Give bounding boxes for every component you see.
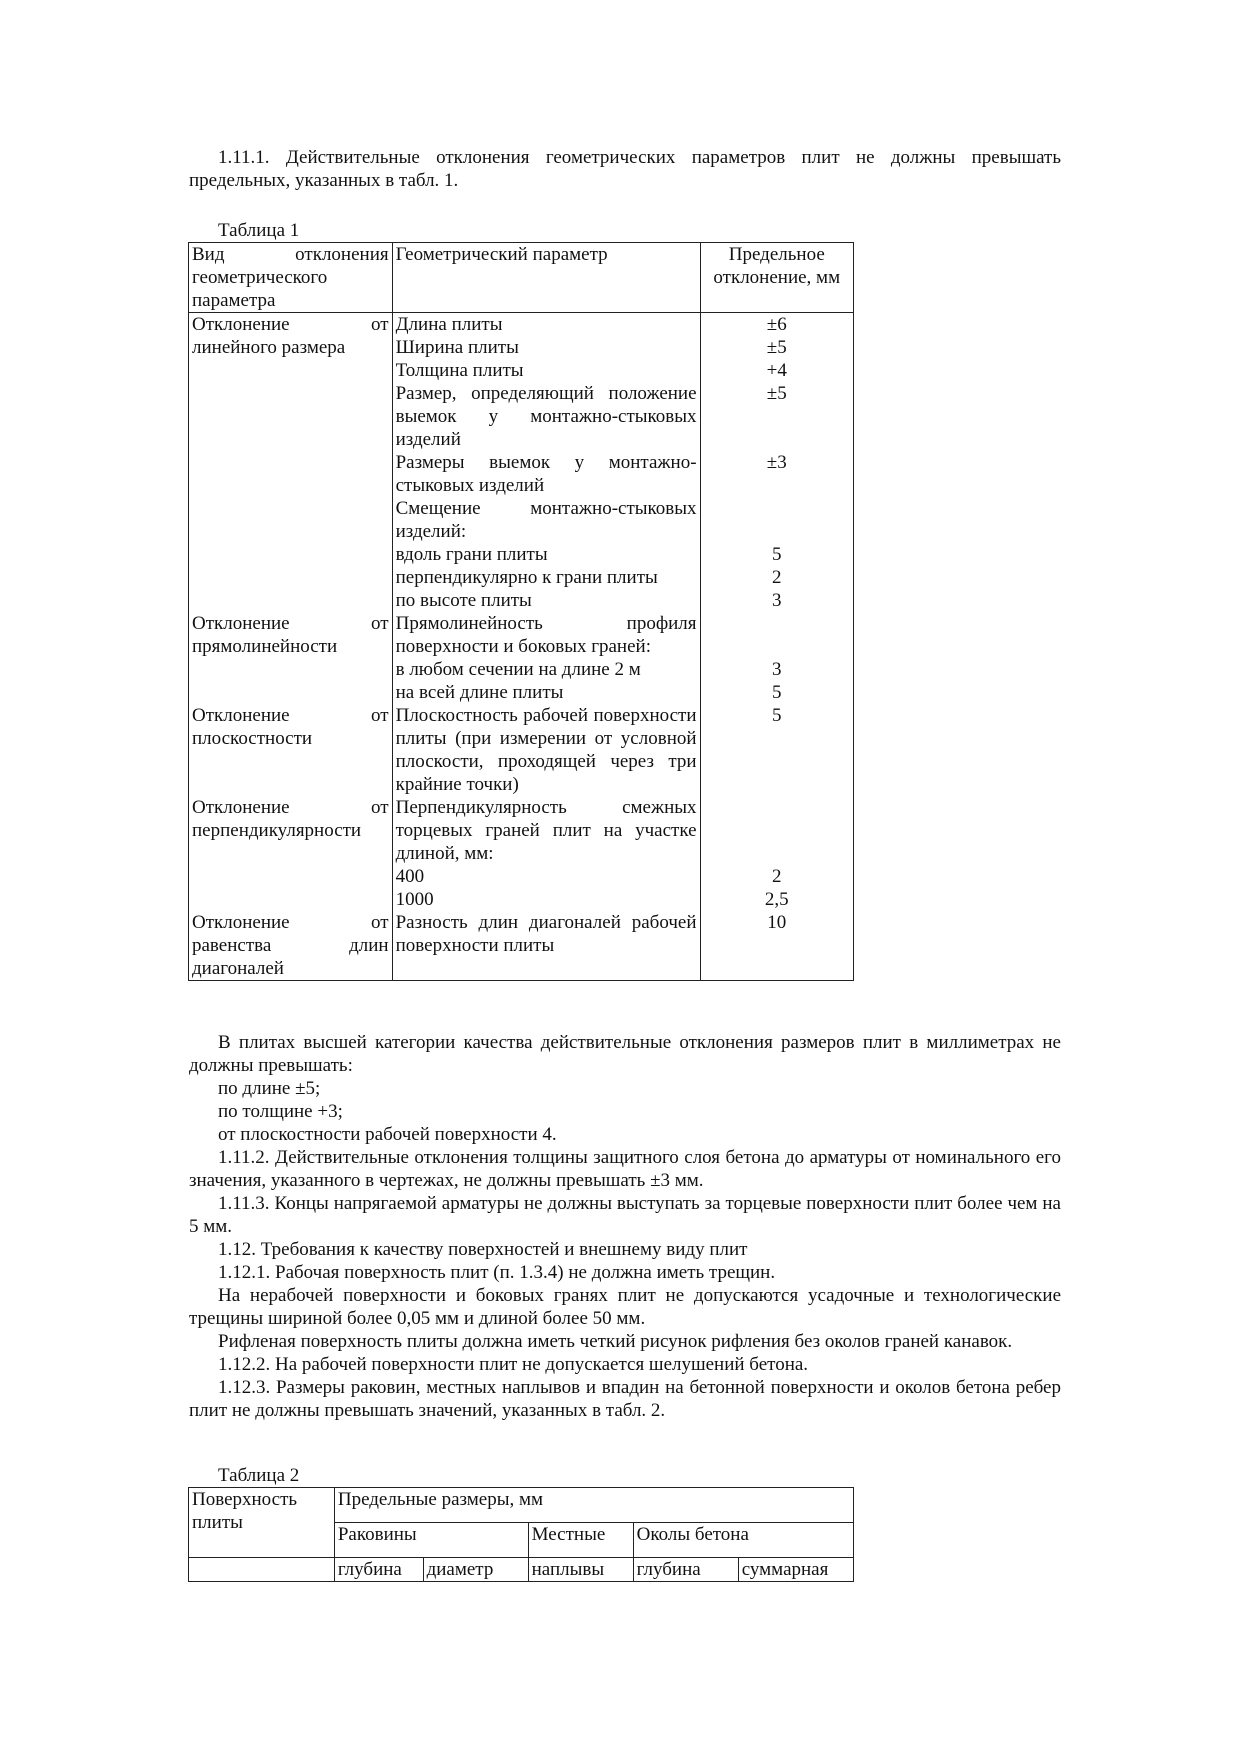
table1-caption: Таблица 1 bbox=[218, 220, 300, 241]
table1-header-type bbox=[189, 243, 393, 313]
param-text: Размер, определяющий положение выемок у монтажно-стыковых изделий bbox=[395, 383, 697, 450]
group-type-text: Отклонение от перпендикулярности bbox=[192, 797, 389, 841]
table1-group-perpendicularity bbox=[189, 796, 854, 911]
param-text: вдоль грани плиты bbox=[395, 544, 548, 565]
param-text: на всей длине плиты bbox=[395, 682, 564, 703]
param-text: 400 bbox=[395, 866, 425, 887]
value-text: 2,5 bbox=[764, 889, 789, 910]
value-text: 2 bbox=[772, 866, 782, 887]
param-text: Размеры выемок у монтажно-стыковых изделий bbox=[395, 452, 697, 496]
group-type-cell bbox=[189, 911, 393, 981]
param-text: 1000 bbox=[395, 889, 434, 910]
table1-header-row bbox=[189, 243, 854, 313]
table2-overflows-header: наплывы bbox=[528, 1558, 633, 1582]
table2-chips-header: Околы бетона bbox=[633, 1523, 853, 1558]
header-type-line1: Вид отклонения bbox=[192, 244, 389, 265]
table2-row-4 bbox=[189, 1558, 854, 1582]
group-params-cell bbox=[392, 313, 700, 613]
table2-empty-cell bbox=[189, 1558, 335, 1582]
param-text: Прямолинейность профиля поверхности и боковых граней: bbox=[395, 613, 697, 657]
value-text: ±5 bbox=[766, 383, 787, 404]
value-text: ±3 bbox=[766, 452, 787, 473]
intro-block bbox=[189, 146, 1061, 192]
group-type-text: Отклонение от плоскостности bbox=[192, 705, 389, 749]
table-1 bbox=[188, 242, 854, 981]
group-params-cell bbox=[392, 612, 700, 704]
group-params-cell bbox=[392, 796, 700, 911]
value-text: 5 bbox=[772, 682, 782, 703]
group-params-cell bbox=[392, 911, 700, 981]
header-type-rest: геометрического параметра bbox=[192, 267, 328, 311]
group-type-text: Отклонение от равенства длин диагоналей bbox=[192, 912, 389, 979]
param-text: по высоте плиты bbox=[395, 590, 532, 611]
table1-header-param: Геометрический параметр bbox=[392, 243, 700, 313]
group-values-cell bbox=[700, 612, 853, 704]
paragraph-1-12-3: 1.12.3. Размеры раковин, местных наплывов и впадин на бетонной поверхности и околов бетона ребер плит не должны превышать значений, указанных в табл. 2. bbox=[189, 1377, 1061, 1421]
value-text bbox=[704, 497, 850, 543]
group-values-cell bbox=[700, 911, 853, 981]
param-text: Разность длин диагоналей рабочей поверхности плиты bbox=[395, 912, 697, 956]
paragraph: В плитах высшей категории качества действительные отклонения размеров плит в миллиметрах не должны превышать: bbox=[189, 1032, 1061, 1076]
param-text: Перпендикулярность смежных торцевых граней плит на участке длиной, мм: bbox=[395, 797, 697, 864]
group-values-cell bbox=[700, 313, 853, 613]
table2-caption: Таблица 2 bbox=[218, 1465, 300, 1486]
param-text: в любом сечении на длине 2 м bbox=[395, 659, 641, 680]
group-values-cell bbox=[700, 796, 853, 911]
value-text bbox=[704, 796, 850, 865]
value-text: 3 bbox=[772, 590, 782, 611]
group-type-text: Отклонение от линейного размера bbox=[192, 314, 389, 358]
value-text: 5 bbox=[772, 705, 782, 726]
param-text: Толщина плиты bbox=[395, 360, 524, 381]
value-text: 5 bbox=[772, 544, 782, 565]
paragraph-1-11-3: 1.11.3. Концы напрягаемой арматуры не должны выступать за торцевые поверхности плит более чем на 5 мм. bbox=[189, 1193, 1061, 1237]
param-text: Ширина плиты bbox=[395, 337, 519, 358]
table2-diameter-header: диаметр bbox=[423, 1558, 528, 1582]
body-text bbox=[189, 1031, 1061, 1422]
table2-total-header: суммарная bbox=[738, 1558, 853, 1582]
paragraph-1-12: 1.12. Требования к качеству поверхностей и внешнему виду плит bbox=[218, 1239, 748, 1260]
group-type-text: Отклонение от прямолинейности bbox=[192, 613, 389, 657]
table2-surface-header: Поверхность плиты bbox=[189, 1488, 335, 1558]
group-values-cell bbox=[700, 704, 853, 796]
group-type-cell bbox=[189, 313, 393, 613]
group-type-cell bbox=[189, 796, 393, 911]
table2-row-1 bbox=[189, 1488, 854, 1523]
table1-group-diagonals bbox=[189, 911, 854, 981]
value-text: +4 bbox=[766, 360, 787, 381]
value-text: 10 bbox=[767, 912, 787, 933]
param-text: перпендикулярно к грани плиты bbox=[395, 567, 658, 588]
paragraph-1-11-2: 1.11.2. Действительные отклонения толщины защитного слоя бетона до арматуры от номинального его значения, указанного в чертежах, не должны превышать ±3 мм. bbox=[189, 1147, 1061, 1191]
table2-depth-header: глубина bbox=[334, 1558, 423, 1582]
value-text: ±6 bbox=[766, 314, 787, 335]
paragraph-1-12-1: 1.12.1. Рабочая поверхность плит (п. 1.3.4) не должна иметь трещин. bbox=[218, 1262, 776, 1283]
table1-header-limit: Предельное отклонение, мм bbox=[700, 243, 853, 313]
table1-group-linear bbox=[189, 313, 854, 613]
param-text: Длина плиты bbox=[395, 314, 503, 335]
table1-group-flatness bbox=[189, 704, 854, 796]
paragraph: Рифленая поверхность плиты должна иметь четкий рисунок рифления без околов граней канавок. bbox=[218, 1331, 1013, 1352]
table2-limits-header: Предельные размеры, мм bbox=[334, 1488, 853, 1523]
value-text bbox=[704, 612, 850, 658]
value-text: 2 bbox=[772, 567, 782, 588]
group-type-cell bbox=[189, 704, 393, 796]
value-text: 3 bbox=[772, 659, 782, 680]
table2-shells-header: Раковины bbox=[334, 1523, 528, 1558]
table2-depth2-header: глубина bbox=[633, 1558, 738, 1582]
param-text: Смещение монтажно-стыковых изделий: bbox=[395, 498, 697, 542]
paragraph-1-11-1: 1.11.1. Действительные отклонения геометрических параметров плит не должны превышать предельных, указанных в табл. 1. bbox=[189, 147, 1061, 191]
group-type-cell bbox=[189, 612, 393, 704]
table-2 bbox=[188, 1487, 854, 1582]
list-line: от плоскостности рабочей поверхности 4. bbox=[218, 1124, 557, 1145]
paragraph: На нерабочей поверхности и боковых гранях плит не допускаются усадочные и технологические трещины шириной более 0,05 мм и длиной более 50 мм. bbox=[189, 1285, 1061, 1329]
table2-local-header: Местные bbox=[528, 1523, 633, 1558]
list-line: по длине ±5; bbox=[218, 1078, 321, 1099]
group-params-cell bbox=[392, 704, 700, 796]
paragraph-1-12-2: 1.12.2. На рабочей поверхности плит не допускается шелушений бетона. bbox=[218, 1354, 809, 1375]
param-text: Плоскостность рабочей поверхности плиты (при измерении от условной плоскости, проходящей через три крайние точки) bbox=[395, 705, 697, 795]
list-line: по толщине +3; bbox=[218, 1101, 343, 1122]
value-text: ±5 bbox=[766, 337, 787, 358]
table1-group-straightness bbox=[189, 612, 854, 704]
